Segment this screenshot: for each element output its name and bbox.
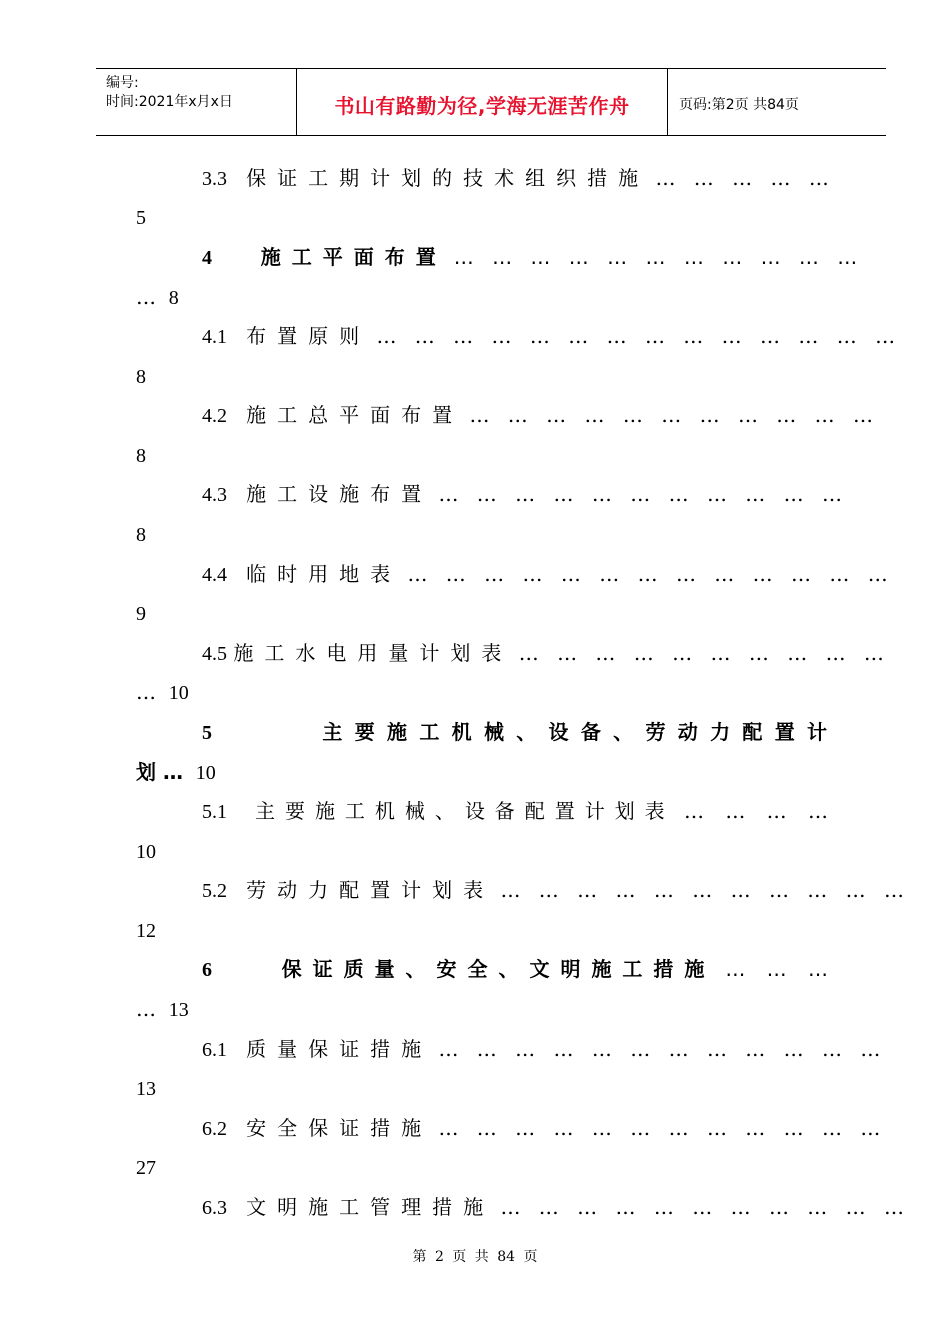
toc-entry-number: 3.3 [202,168,227,190]
toc-leader-continuation: … [136,997,156,1021]
toc-entry-3-3[interactable] [202,166,834,191]
toc-page-number: 8 [136,445,146,467]
toc-entry-page [136,1076,156,1101]
toc-page-number: 10 [168,682,189,704]
toc-entry-title: 质量保证措施 [246,1037,433,1061]
toc-entry-title: 主要施工机械、设备、劳动力配置计 [322,720,835,744]
toc-entry-leader: … … … … … [655,166,835,190]
toc-entry-title: 施工水电用量计划表 [233,641,513,665]
toc-entry-number: 4.4 [202,564,227,586]
document-number-label: 编号: [106,75,139,91]
toc-entry-number: 5 [202,722,212,744]
toc-entry-6[interactable] [202,957,834,982]
toc-entry-leader: … … … … [684,799,834,823]
toc-page-number: 27 [136,1157,156,1179]
toc-entry-leader: … … … … … … … … … … [518,641,890,665]
toc-entry-page [136,839,156,864]
toc-leader-continuation: 划 … [136,760,183,784]
toc-entry-leader: … … … … … … … … … … … [453,245,864,269]
toc-entry-6-1[interactable] [202,1037,887,1062]
toc-entry-4[interactable] [202,245,864,270]
toc-entry-page [136,285,179,310]
toc-entry-page [136,601,146,626]
toc-page-number: 8 [168,287,179,309]
toc-page-number: 5 [136,207,146,229]
toc-leader-continuation: … [136,285,156,309]
toc-entry-title: 施工设施布置 [246,482,433,506]
toc-entry-number: 5.1 [202,801,227,823]
toc-entry-leader: … … … … … … … … … … … [438,482,849,506]
toc-entry-page [136,364,146,389]
toc-entry-title: 主要施工机械、设备配置计划表 [255,799,675,823]
toc-entry-4-5[interactable] [202,641,890,666]
toc-entry-page [136,205,146,230]
toc-entry-6-3[interactable] [202,1195,911,1220]
toc-entry-4-3[interactable] [202,482,849,507]
header-motto: 书山有路勤为径,学海无涯苦作舟 [334,94,630,118]
toc-entry-number: 4.5 [202,643,227,665]
toc-entry-4-2[interactable] [202,403,880,428]
toc-entry-page [136,443,146,468]
toc-entry-title: 保证质量、安全、文明施工措施 [281,957,716,981]
toc-entry-title: 施工总平面布置 [246,403,464,427]
toc-page-number: 13 [136,1078,156,1100]
toc-entry-number: 4.3 [202,484,227,506]
toc-entry-page [136,760,216,785]
toc-page-number: 8 [136,524,146,546]
document-time-label: 时间:2021年x月x日 [106,94,233,110]
toc-entry-6-2[interactable] [202,1116,887,1141]
toc-entry-leader: … … … … … … … … … … … … [438,1037,887,1061]
toc-entry-leader: … … … … … … … … … … … [469,403,880,427]
header-page-info: 页码:第2页 共84页 [679,97,799,113]
toc-entry-leader: … … … … … … … … … … … … [438,1116,887,1140]
toc-entry-title: 施工平面布置 [260,245,447,269]
toc-entry-title: 安全保证措施 [246,1116,433,1140]
toc-entry-page [136,918,156,943]
toc-entry-5-2[interactable] [202,878,911,903]
toc-entry-leader: … … … … … … … … … … … [500,1195,911,1219]
toc-leader-continuation: … [136,680,156,704]
toc-entry-number: 4.2 [202,405,227,427]
toc-entry-number: 6.2 [202,1118,227,1140]
toc-entry-number: 6.1 [202,1039,227,1061]
toc-entry-title: 保证工期计划的技术组织措施 [246,166,650,190]
toc-entry-leader: … … … … … … … … … … … … … [407,562,894,586]
toc-entry-title: 劳动力配置计划表 [246,878,495,902]
toc-entry-number: 4.1 [202,326,227,348]
toc-entry-leader: … … … [725,957,835,981]
toc-entry-page [136,1155,156,1180]
toc-page-number: 13 [168,999,189,1021]
toc-entry-5[interactable] [202,720,834,745]
toc-entry-page [136,997,189,1022]
toc-page-number: 10 [136,841,156,863]
toc-page-number: 12 [136,920,156,942]
toc-entry-number: 4 [202,247,212,269]
toc-entry-title: 临时用地表 [246,562,402,586]
toc-page-number: 10 [195,762,216,784]
toc-entry-title: 文明施工管理措施 [246,1195,495,1219]
toc-entry-5-1[interactable] [202,799,834,824]
toc-entry-number: 6 [202,959,212,981]
toc-entry-leader: … … … … … … … … … … … [500,878,911,902]
toc-entry-number: 6.3 [202,1197,227,1219]
toc-page-number: 8 [136,366,146,388]
toc-entry-4-1[interactable] [202,324,902,349]
toc-entry-4-4[interactable] [202,562,894,587]
toc-entry-title: 布置原则 [246,324,371,348]
toc-page-number: 9 [136,603,146,625]
toc-entry-number: 5.2 [202,880,227,902]
toc-entry-page [136,680,189,705]
page-footer: 第 2 页 共 84 页 [412,1249,538,1265]
toc-entry-leader: … … … … … … … … … … … … … … [376,324,902,348]
toc-entry-page [136,522,146,547]
